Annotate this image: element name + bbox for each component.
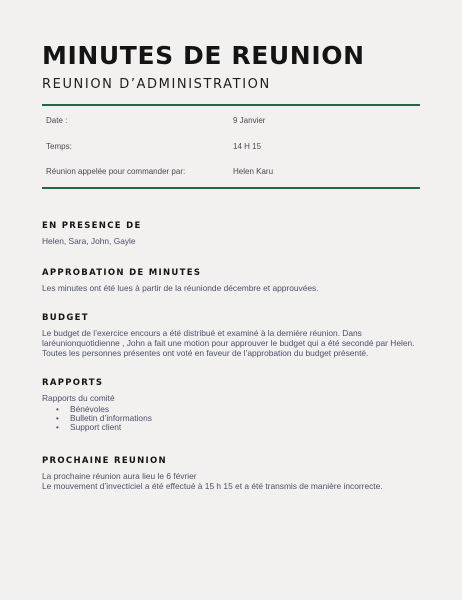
info-row-called-by <box>42 159 420 185</box>
section-heading: RAPPORTS <box>42 377 104 388</box>
section-text: Le mouvement d’invecticiel a été effectué à 15 h 15 et a été transmis de manière incorrecte. <box>42 480 383 491</box>
list-item <box>42 423 420 432</box>
section-approbation <box>42 268 420 293</box>
info-value: 14 H 15 <box>233 141 262 151</box>
list-item-label: Support client <box>70 421 122 432</box>
section-heading: EN PRESENCE DE <box>42 220 142 231</box>
document-title: MINUTES DE REUNION <box>42 41 365 70</box>
bullet-icon: • <box>56 404 59 414</box>
section-heading: APPROBATION DE MINUTES <box>42 267 202 278</box>
section-text: Rapports du comité <box>42 392 115 403</box>
section-presence <box>42 221 420 246</box>
info-value: Helen Karu <box>233 167 274 177</box>
document-subtitle: REUNION D’ADMINISTRATION <box>42 77 271 92</box>
section-heading: PROCHAINE REUNION <box>42 455 167 466</box>
section-heading: BUDGET <box>42 312 89 323</box>
section-text: Le budget de l’exercice encours a été distribué et examiné à la dernière réunion. Dans laréunionquotidienne , John a fait une motion pour approuver le budget qui a été secondé par Helen. Toutes les personnes présentes ont voté en faveur de l’approbation du budget présenté. <box>42 327 415 358</box>
list-item-label: Bénévoles <box>70 403 110 414</box>
section-budget <box>42 313 420 358</box>
info-label: Réunion appelée pour commander par: <box>46 167 186 177</box>
info-label: Date : <box>46 116 68 126</box>
list-item-label: Bulletin d’informations <box>70 412 152 423</box>
section-text: La prochaine réunion aura lieu le 6 février <box>42 470 197 481</box>
bullet-icon: • <box>56 413 59 423</box>
meeting-info-table <box>42 104 420 189</box>
info-value: 9 Janvier <box>233 116 266 126</box>
section-rapports <box>42 378 420 432</box>
committee-report-list <box>42 405 420 432</box>
bullet-icon: • <box>56 422 59 432</box>
info-row-date <box>42 108 420 134</box>
section-text: Les minutes ont été lues à partir de la réunionde décembre et approuvées. <box>42 282 319 293</box>
section-text: Helen, Sara, John, Gayle <box>42 235 136 246</box>
section-prochaine-reunion <box>42 456 420 491</box>
info-label: Temps: <box>46 141 72 151</box>
info-row-time <box>42 134 420 160</box>
